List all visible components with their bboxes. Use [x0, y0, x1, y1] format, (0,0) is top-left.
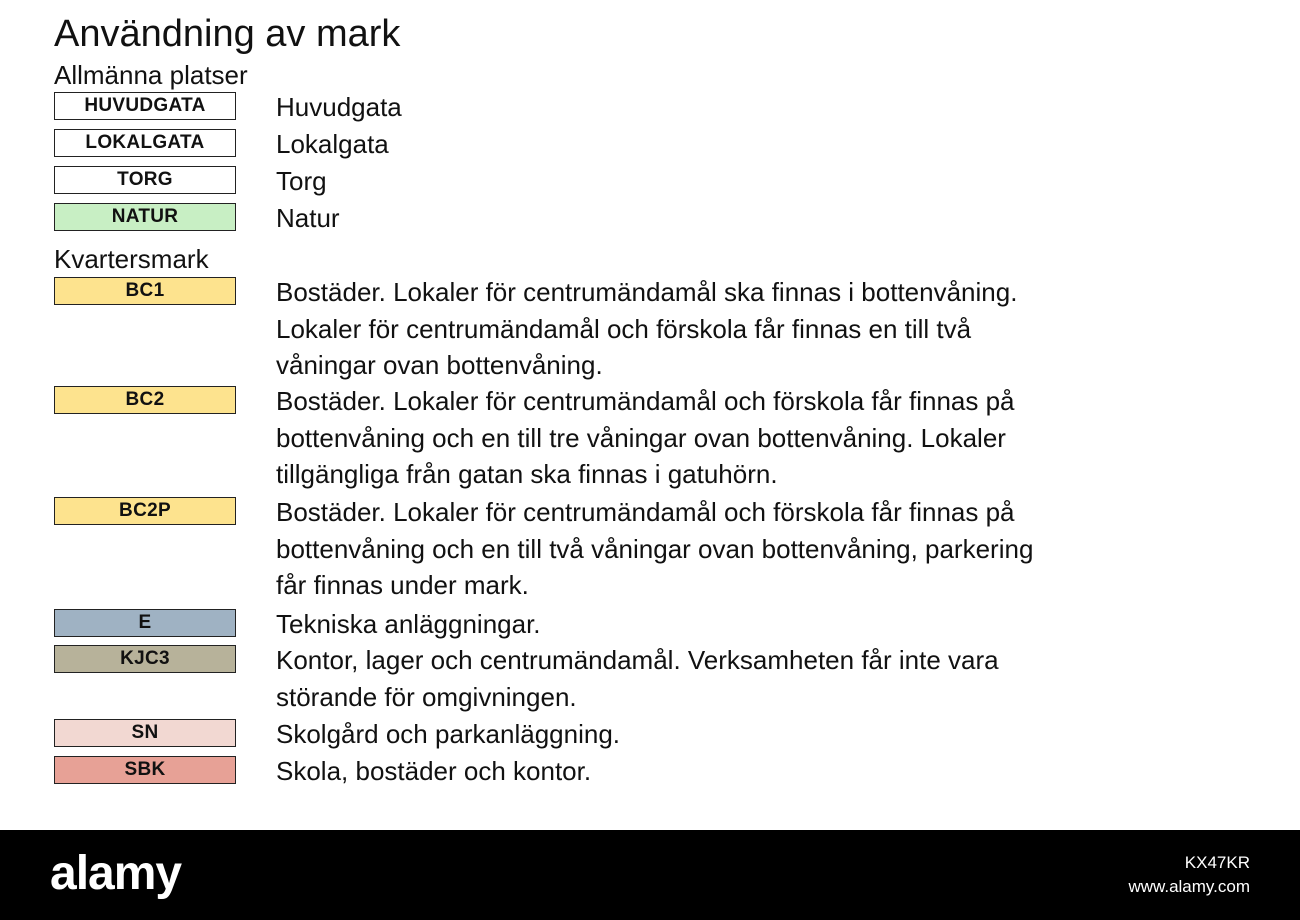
legend-description [276, 606, 1136, 643]
alamy-logo: alamy [50, 847, 182, 900]
legend-description-line: Skola, bostäder och kontor. [276, 756, 592, 786]
page-title: Användning av mark [54, 13, 401, 55]
legend-description [276, 89, 1136, 126]
legend-swatch: NATUR [54, 203, 236, 231]
legend-swatch: BC2P [54, 497, 236, 525]
legend-description-line: tillgängliga från gatan ska finnas i gatuhörn. [276, 459, 778, 489]
section-heading-public: Allmänna platser [54, 60, 248, 90]
footer-bar [0, 830, 1300, 920]
legend-description-line: våningar ovan bottenvåning. [276, 350, 603, 380]
legend-description-line: Lokaler för centrumändamål och förskola får finnas en till två [276, 313, 972, 344]
legend-description-line: Skolgård och parkanläggning. [276, 719, 621, 749]
legend-swatch: TORG [54, 166, 236, 194]
legend-description-line: Kontor, lager och centrumändamål. Verksamheten får inte vara [276, 645, 999, 675]
legend-description-line: Bostäder. Lokaler för centrumändamål och förskola får finnas på [276, 386, 1015, 416]
legend-swatch: BC1 [54, 277, 236, 305]
legend-description-line: Natur [276, 203, 340, 233]
legend-description-line: Lokalgata [276, 129, 389, 159]
legend-description [276, 642, 1136, 715]
image-id: KX47KR [1184, 853, 1250, 872]
legend-swatch: KJC3 [54, 645, 236, 673]
legend-description [276, 274, 1136, 384]
legend-description-line: Tekniska anläggningar. [276, 609, 541, 639]
legend-swatch: LOKALGATA [54, 129, 236, 157]
legend-swatch: SN [54, 719, 236, 747]
legend-description-line: Bostäder. Lokaler för centrumändamål ska finnas i bottenvåning. [276, 277, 1018, 307]
legend-description-line: Torg [276, 166, 327, 196]
legend-description-line: bottenvåning och en till två våningar ovan bottenvåning, parkering [276, 533, 1034, 564]
site-url: www.alamy.com [1128, 877, 1250, 896]
legend-description [276, 494, 1136, 604]
legend-description-line: Huvudgata [276, 92, 402, 122]
legend-description [276, 716, 1136, 753]
legend-description [276, 200, 1136, 237]
legend-swatch: SBK [54, 756, 236, 784]
legend-description [276, 126, 1136, 163]
legend-description-line: störande för omgivningen. [276, 681, 577, 712]
legend-swatch: BC2 [54, 386, 236, 414]
legend-description-line: Bostäder. Lokaler för centrumändamål och förskola får finnas på [276, 497, 1015, 527]
legend-description-line: får finnas under mark. [276, 570, 529, 600]
legend-description [276, 383, 1136, 493]
legend-swatch: HUVUDGATA [54, 92, 236, 120]
legend-swatch: E [54, 609, 236, 637]
section-heading-blocks: Kvartersmark [54, 244, 209, 274]
legend-description [276, 163, 1136, 200]
legend-description-line: bottenvåning och en till tre våningar ovan bottenvåning. Lokaler [276, 422, 1006, 453]
legend-description [276, 753, 1136, 790]
